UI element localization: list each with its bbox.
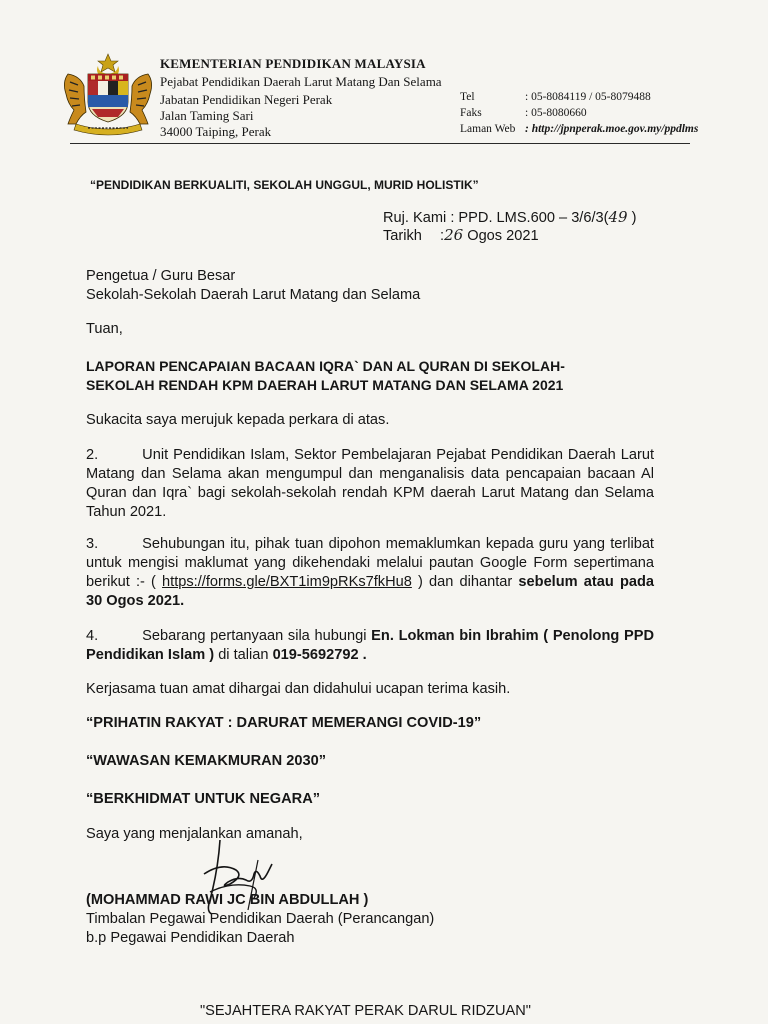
paragraph-text: di talian	[214, 647, 273, 663]
date-label: Tarikh	[383, 228, 422, 244]
slogan-covid: “PRIHATIN RAKYAT : DARURAT MEMERANGI COVID-19”	[86, 715, 482, 731]
slogan-wawasan: “WAWASAN KEMAKMURAN 2030”	[86, 753, 327, 769]
footer-motto: "SEJAHTERA RAKYAT PERAK DARUL RIDZUAN"	[200, 1003, 531, 1019]
paragraph-4	[86, 627, 654, 665]
fax-label: Faks	[460, 107, 482, 119]
ruj-value: : PPD. LMS.600 – 3/6/3(	[450, 210, 609, 226]
date-colon: :	[440, 228, 445, 244]
paragraph-text: Unit Pendidikan Islam, Sektor Pembelajaran Pejabat Pendidikan Daerah Larut Matang dan Selama akan mengumpul dan menganalisis data pencapaian bacaan Al Quran dan Iqra` bagi sekolah-sekolah rendah KPM daerah Larut Matang dan Selama Tahun 2021.	[86, 447, 654, 520]
web-value: : http://jpnperak.moe.gov.my/ppdlms	[525, 123, 699, 135]
ruj-label: Ruj. Kami	[383, 210, 447, 226]
tel-value: : 05-8084119 / 05-8079488	[525, 91, 651, 103]
recipient-line2: Sekolah-Sekolah Daerah Larut Matang dan Selama	[86, 287, 421, 303]
header-divider	[70, 143, 690, 144]
closing-line: Kerjasama tuan amat dihargai dan didahului ucapan terima kasih.	[86, 681, 511, 697]
paragraph-text: Sehubungan itu, pihak tuan dipohon memaklumkan kepada guru yang terlibat untuk mengisi maklumat yang dikehendaki melalui pautan Google Form sepertimana berikut :- (	[86, 536, 654, 590]
signatory-on-behalf: b.p Pegawai Pendidikan Daerah	[86, 930, 295, 946]
address-line: 34000 Taiping, Perak	[160, 124, 272, 139]
paragraph-text: ) dan dihantar	[411, 574, 519, 590]
google-form-link[interactable]: https://forms.gle/BXT1im9pRKs7fkHu8	[162, 574, 412, 590]
paragraph-2	[86, 446, 654, 522]
motto-top: “PENDIDIKAN BERKUALITI, SEKOLAH UNGGUL, MURID HOLISTIK”	[90, 178, 479, 192]
slogan-berkhidmat: “BERKHIDMAT UNTUK NEGARA”	[86, 791, 321, 807]
address-line: Pejabat Pendidikan Daerah Larut Matang Dan Selama	[160, 74, 442, 89]
salutation: Tuan,	[86, 321, 123, 337]
tel-label: Tel	[460, 91, 475, 103]
address-line: Jabatan Pendidikan Negeri Perak	[160, 92, 333, 107]
fax-value: : 05-8080660	[525, 107, 587, 119]
subject-line1: LAPORAN PENCAPAIAN BACAAN IQRA` DAN AL QURAN DI SEKOLAH-	[86, 358, 565, 374]
paragraph-number: 3.	[86, 536, 99, 552]
paragraph-number: 4.	[86, 628, 99, 644]
date-handwritten-day: 26	[444, 226, 464, 244]
sign-off: Saya yang menjalankan amanah,	[86, 826, 303, 842]
paragraph-text: Sebarang pertanyaan sila hubungi	[142, 628, 372, 644]
coat-of-arms-logo	[58, 52, 158, 136]
signatory-title: Timbalan Pegawai Pendidikan Daerah (Perancangan)	[86, 911, 435, 927]
ruj-close: )	[631, 210, 637, 226]
subject-line2: SEKOLAH RENDAH KPM DAERAH LARUT MATANG DAN SELAMA 2021	[86, 377, 564, 393]
contact-phone: 019-5692792 .	[272, 647, 367, 663]
ruj-handwritten-number: 49	[608, 208, 628, 226]
address-line: Jalan Taming Sari	[160, 108, 254, 123]
signatory-name: (MOHAMMAD RAWI JC BIN ABDULLAH )	[86, 892, 369, 908]
reference-line	[383, 208, 637, 228]
organization-name: KEMENTERIAN PENDIDIKAN MALAYSIA	[160, 56, 426, 71]
paragraph-number: 2.	[86, 447, 99, 463]
opening-line: Sukacita saya merujuk kepada perkara di atas.	[86, 412, 390, 428]
recipient-line1: Pengetua / Guru Besar	[86, 268, 236, 284]
contact-person: En. Lokman bin Ibrahim ( Penolong PPD Pendidikan Islam )	[86, 628, 655, 663]
deadline-text: sebelum atau pada 30 Ogos 2021.	[86, 574, 655, 609]
date-value: Ogos 2021	[467, 228, 539, 244]
date-line	[383, 226, 539, 246]
paragraph-3	[86, 535, 654, 611]
web-label: Laman Web	[460, 123, 516, 135]
